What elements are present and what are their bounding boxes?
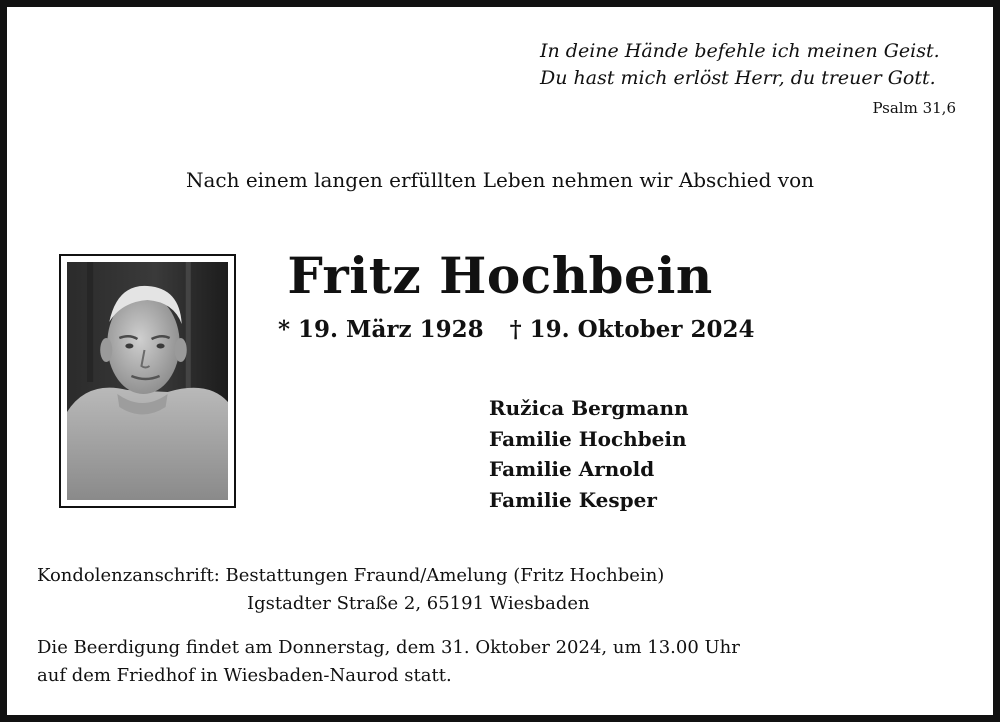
life-dates	[278, 316, 754, 343]
birth-date: * 19. März 1928	[278, 316, 484, 343]
quote-line-1: In deine Hände befehle ich meinen Geist.	[540, 40, 940, 62]
quote-source: Psalm 31,6	[872, 99, 956, 117]
mourner: Familie Arnold	[489, 457, 655, 481]
quote-line-2: Du hast mich erlöst Herr, du treuer Gott.	[540, 67, 936, 89]
funeral-info	[37, 634, 740, 690]
death-date: † 19. Oktober 2024	[509, 316, 755, 343]
mourner: Ružica Bergmann	[489, 396, 689, 420]
mourners-list	[489, 393, 689, 515]
funeral-line-2: auf dem Friedhof in Wiesbaden-Naurod statt.	[37, 665, 452, 686]
condolence-address	[37, 562, 664, 618]
intro-text: Nach einem langen erfüllten Leben nehmen wir Abschied von	[185, 168, 815, 192]
mourner: Familie Hochbein	[489, 426, 687, 451]
condolence-line-1: Kondolenzanschrift: Bestattungen Fraund/Amelung (Fritz Hochbein)	[37, 565, 665, 586]
condolence-line-2: Igstadter Straße 2, 65191 Wiesbaden	[247, 593, 590, 614]
mourner: Familie Kesper	[489, 487, 657, 512]
deceased-name: Fritz Hochbein	[287, 246, 713, 305]
bible-quote	[540, 38, 940, 92]
funeral-line-1: Die Beerdigung findet am Donnerstag, dem 31. Oktober 2024, um 13.00 Uhr	[37, 637, 740, 658]
